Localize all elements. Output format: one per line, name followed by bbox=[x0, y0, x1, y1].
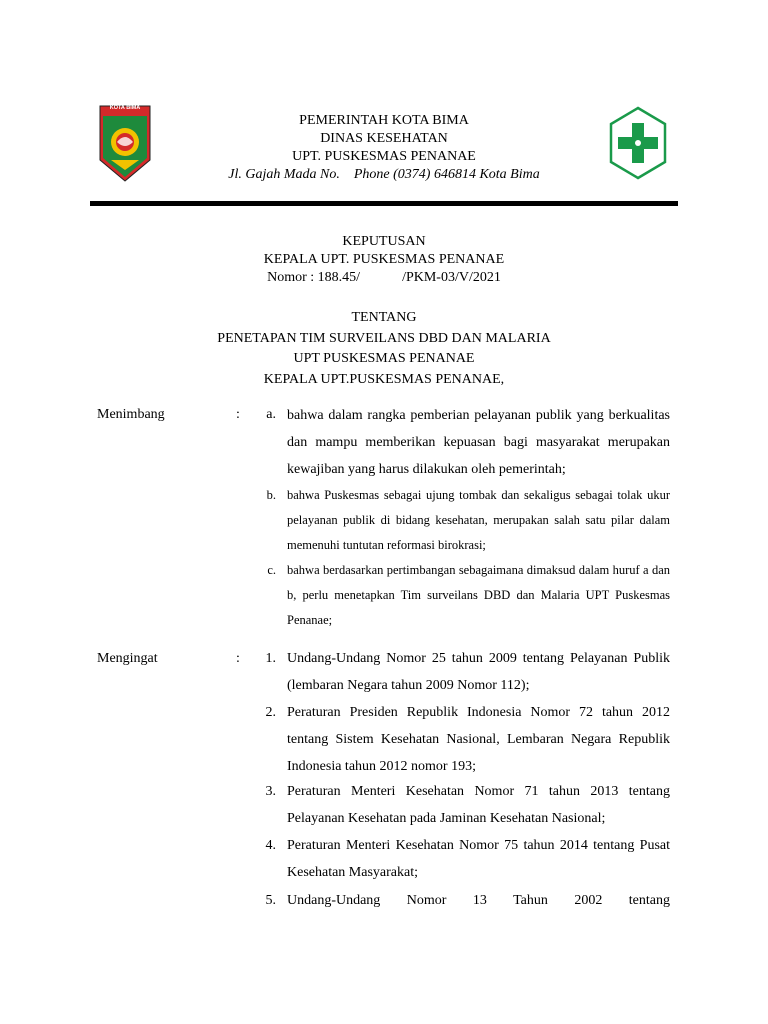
mengingat-item-2-mark: 2. bbox=[265, 705, 276, 720]
menimbang-item-c: bahwa berdasarkan pertimbangan sebagaimana dimaksud dalam huruf a dan b, perlu menetapkan Tim surveilans DBD dan Malaria UPT Puskesmas Penanae; bbox=[287, 563, 670, 627]
mengingat-item-3-mark: 3. bbox=[265, 784, 276, 799]
decree-subject-heading: TENTANG bbox=[351, 310, 417, 325]
kota-bima-logo-text: KOTA BIMA bbox=[109, 105, 141, 111]
decree-subject: PENETAPAN TIM SURVEILANS DBD DAN MALARIA bbox=[217, 331, 551, 346]
mengingat-colon: : bbox=[236, 651, 240, 666]
mengingat-item-1: Undang-Undang Nomor 25 tahun 2009 tentang Pelayanan Publik (lembaran Negara tahun 2009 Nomor 112); bbox=[287, 651, 670, 693]
decree-title: KEPUTUSAN bbox=[342, 234, 426, 249]
decree-subject-unit: UPT PUSKESMAS PENANAE bbox=[293, 351, 475, 366]
mengingat-item-4-mark: 4. bbox=[265, 838, 276, 853]
mengingat-item-2: Peraturan Presiden Republik Indonesia Nomor 72 tahun 2012 tentang Sistem Kesehatan Nasional, Lembaran Negara Republik Indonesia tahun 2012 nomor 193; bbox=[287, 705, 670, 774]
menimbang-colon: : bbox=[236, 407, 240, 422]
menimbang-item-a: bahwa dalam rangka pemberian pelayanan publik yang berkualitas dan mampu memberikan kepuasan bagi masyarakat merupakan kewajiban yang harus dilakukan oleh pemerintah; bbox=[287, 408, 670, 477]
letterhead-unit: UPT. PUSKESMAS PENANAE bbox=[292, 149, 476, 164]
mengingat-item-5: Undang-Undang Nomor 13 Tahun 2002 tentang bbox=[287, 893, 670, 908]
letterhead-address: Jl. Gajah Mada No. Phone (0374) 646814 Kota Bima bbox=[228, 167, 540, 182]
letterhead-department: DINAS KESEHATAN bbox=[320, 131, 448, 146]
letterhead-divider bbox=[90, 201, 678, 206]
mengingat-label: Mengingat bbox=[97, 651, 158, 666]
menimbang-item-b-mark: b. bbox=[266, 488, 276, 502]
letterhead-government: PEMERINTAH KOTA BIMA bbox=[299, 113, 469, 128]
mengingat-item-1-mark: 1. bbox=[265, 651, 276, 666]
menimbang-label: Menimbang bbox=[97, 407, 165, 422]
decree-head: KEPALA UPT.PUSKESMAS PENANAE, bbox=[263, 372, 505, 387]
menimbang-item-c-mark: c. bbox=[267, 563, 276, 577]
decree-number: Nomor : 188.45/ /PKM-03/V/2021 bbox=[267, 270, 501, 285]
decree-issuer: KEPALA UPT. PUSKESMAS PENANAE bbox=[263, 252, 505, 267]
mengingat-item-5-mark: 5. bbox=[265, 893, 276, 908]
menimbang-item-b: bahwa Puskesmas sebagai ujung tombak dan sekaligus sebagai tolak ukur pelayanan publik di bidang kesehatan, merupakan salah satu pilar dalam memenuhi tuntutan reformasi birokrasi; bbox=[287, 488, 670, 552]
mengingat-item-4: Peraturan Menteri Kesehatan Nomor 75 tahun 2014 tentang Pusat Kesehatan Masyarakat; bbox=[287, 838, 670, 880]
mengingat-item-3: Peraturan Menteri Kesehatan Nomor 71 tahun 2013 tentang Pelayanan Kesehatan pada Jaminan Kesehatan Nasional; bbox=[287, 784, 670, 826]
menimbang-item-a-mark: a. bbox=[266, 407, 276, 422]
